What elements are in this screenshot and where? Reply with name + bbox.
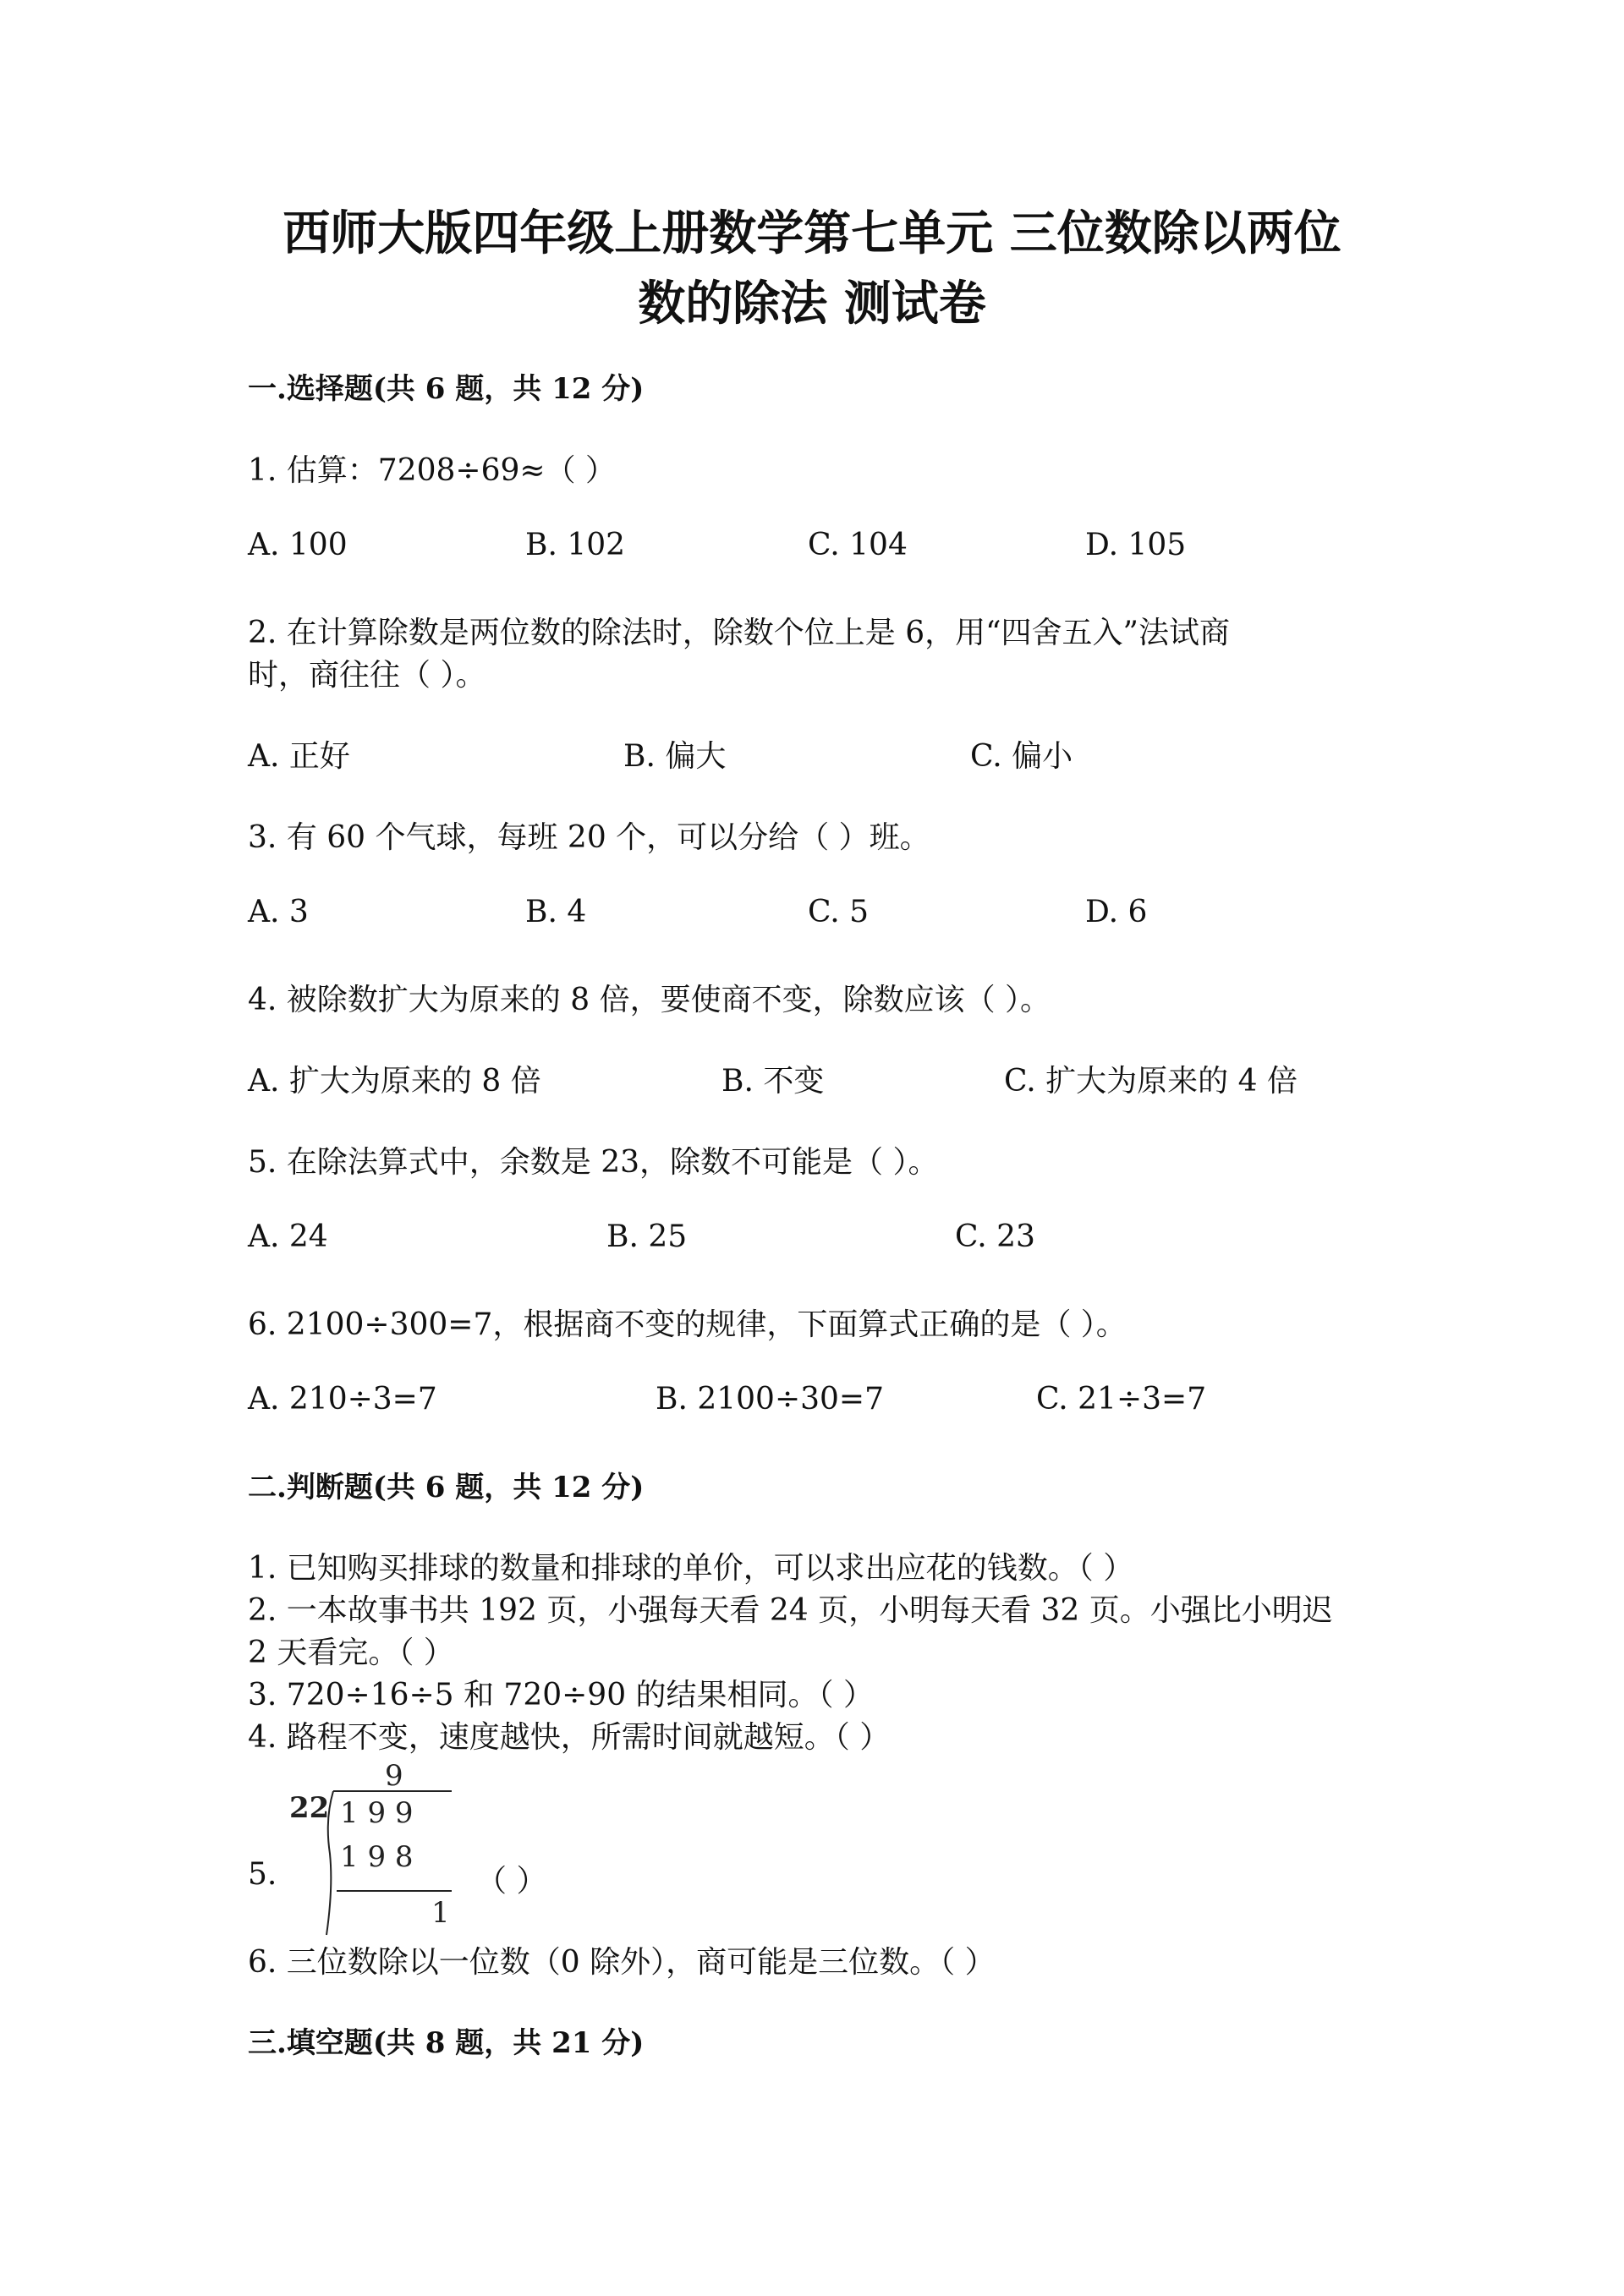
q4-option-a: A. 扩大为原来的 8 倍 xyxy=(248,1064,541,1099)
q3-option-a: A. 3 xyxy=(248,895,309,929)
question-2-line1: 2. 在计算除数是两位数的除法时，除数个位上是 6，用“四舍五入”法试商 xyxy=(248,616,1230,650)
section-heading-judgment: 二.判断题(共 6 题，共 12 分) xyxy=(248,1471,645,1504)
section-heading-fill-blank: 三.填空题(共 8 题，共 21 分) xyxy=(248,2026,645,2060)
judgment-item-4: 4. 路程不变，速度越快，所需时间就越短。（ ） xyxy=(248,1720,891,1755)
question-2-line2: 时，商往往（ ）。 xyxy=(248,658,486,693)
question-4: 4. 被除数扩大为原来的 8 倍，要使商不变，除数应该（ ）。 xyxy=(248,983,1051,1017)
q2-option-a: A. 正好 xyxy=(248,739,350,774)
judgment-item-5-number: 5. xyxy=(248,1857,277,1892)
question-5: 5. 在除法算式中，余数是 23，除数不可能是（ ）。 xyxy=(248,1145,939,1180)
q5-option-c: C. 23 xyxy=(955,1219,1035,1254)
q3-option-b: B. 4 xyxy=(525,895,587,929)
q3-option-d: D. 6 xyxy=(1085,895,1148,929)
page-title-line1: 西师大版四年级上册数学第七单元 三位数除以两位 xyxy=(283,205,1341,261)
section-heading-choice: 一.选择题(共 6 题，共 12 分) xyxy=(248,372,645,406)
q6-option-a: A. 210÷3=7 xyxy=(248,1382,437,1417)
q6-option-b: B. 2100÷30=7 xyxy=(656,1382,884,1417)
judgment-item-5-answer-paren: （ ） xyxy=(476,1864,547,1899)
q4-option-b: B. 不变 xyxy=(721,1064,825,1099)
q2-option-b: B. 偏大 xyxy=(623,739,727,774)
division-divisor: 22 xyxy=(289,1791,330,1825)
page-title-line2: 数的除法 测试卷 xyxy=(638,276,986,332)
q1-option-d: D. 105 xyxy=(1085,528,1187,562)
division-product: 1 9 8 xyxy=(340,1840,414,1874)
q3-option-c: C. 5 xyxy=(808,895,870,929)
q1-option-a: A. 100 xyxy=(248,528,348,562)
q6-option-c: C. 21÷3=7 xyxy=(1036,1382,1207,1417)
q1-option-b: B. 102 xyxy=(525,528,626,562)
q1-option-c: C. 104 xyxy=(808,528,908,562)
q2-option-c: C. 偏小 xyxy=(970,739,1073,774)
judgment-item-2-line2: 2 天看完。（ ） xyxy=(248,1636,454,1670)
division-dividend: 1 9 9 xyxy=(340,1796,414,1830)
question-6: 6. 2100÷300=7，根据商不变的规律，下面算式正确的是（ ）。 xyxy=(248,1307,1127,1342)
question-1: 1. 估算：7208÷69≈（ ） xyxy=(248,453,616,488)
division-remainder: 1 xyxy=(431,1896,450,1930)
judgment-item-2-line1: 2. 一本故事书共 192 页，小强每天看 24 页，小明每天看 32 页。小强比小明迟 xyxy=(248,1593,1333,1628)
judgment-item-3: 3. 720÷16÷5 和 720÷90 的结果相同。（ ） xyxy=(248,1678,875,1712)
q5-option-b: B. 25 xyxy=(606,1219,688,1254)
judgment-item-1: 1. 已知购买排球的数量和排球的单价，可以求出应花的钱数。（ ） xyxy=(248,1551,1134,1586)
division-quotient: 9 xyxy=(385,1759,403,1793)
q4-option-c: C. 扩大为原来的 4 倍 xyxy=(1004,1064,1298,1099)
judgment-item-6: 6. 三位数除以一位数（0 除外），商可能是三位数。（ ） xyxy=(248,1945,996,1980)
q5-option-a: A. 24 xyxy=(248,1219,328,1254)
question-3: 3. 有 60 个气球，每班 20 个，可以分给（ ）班。 xyxy=(248,820,930,855)
